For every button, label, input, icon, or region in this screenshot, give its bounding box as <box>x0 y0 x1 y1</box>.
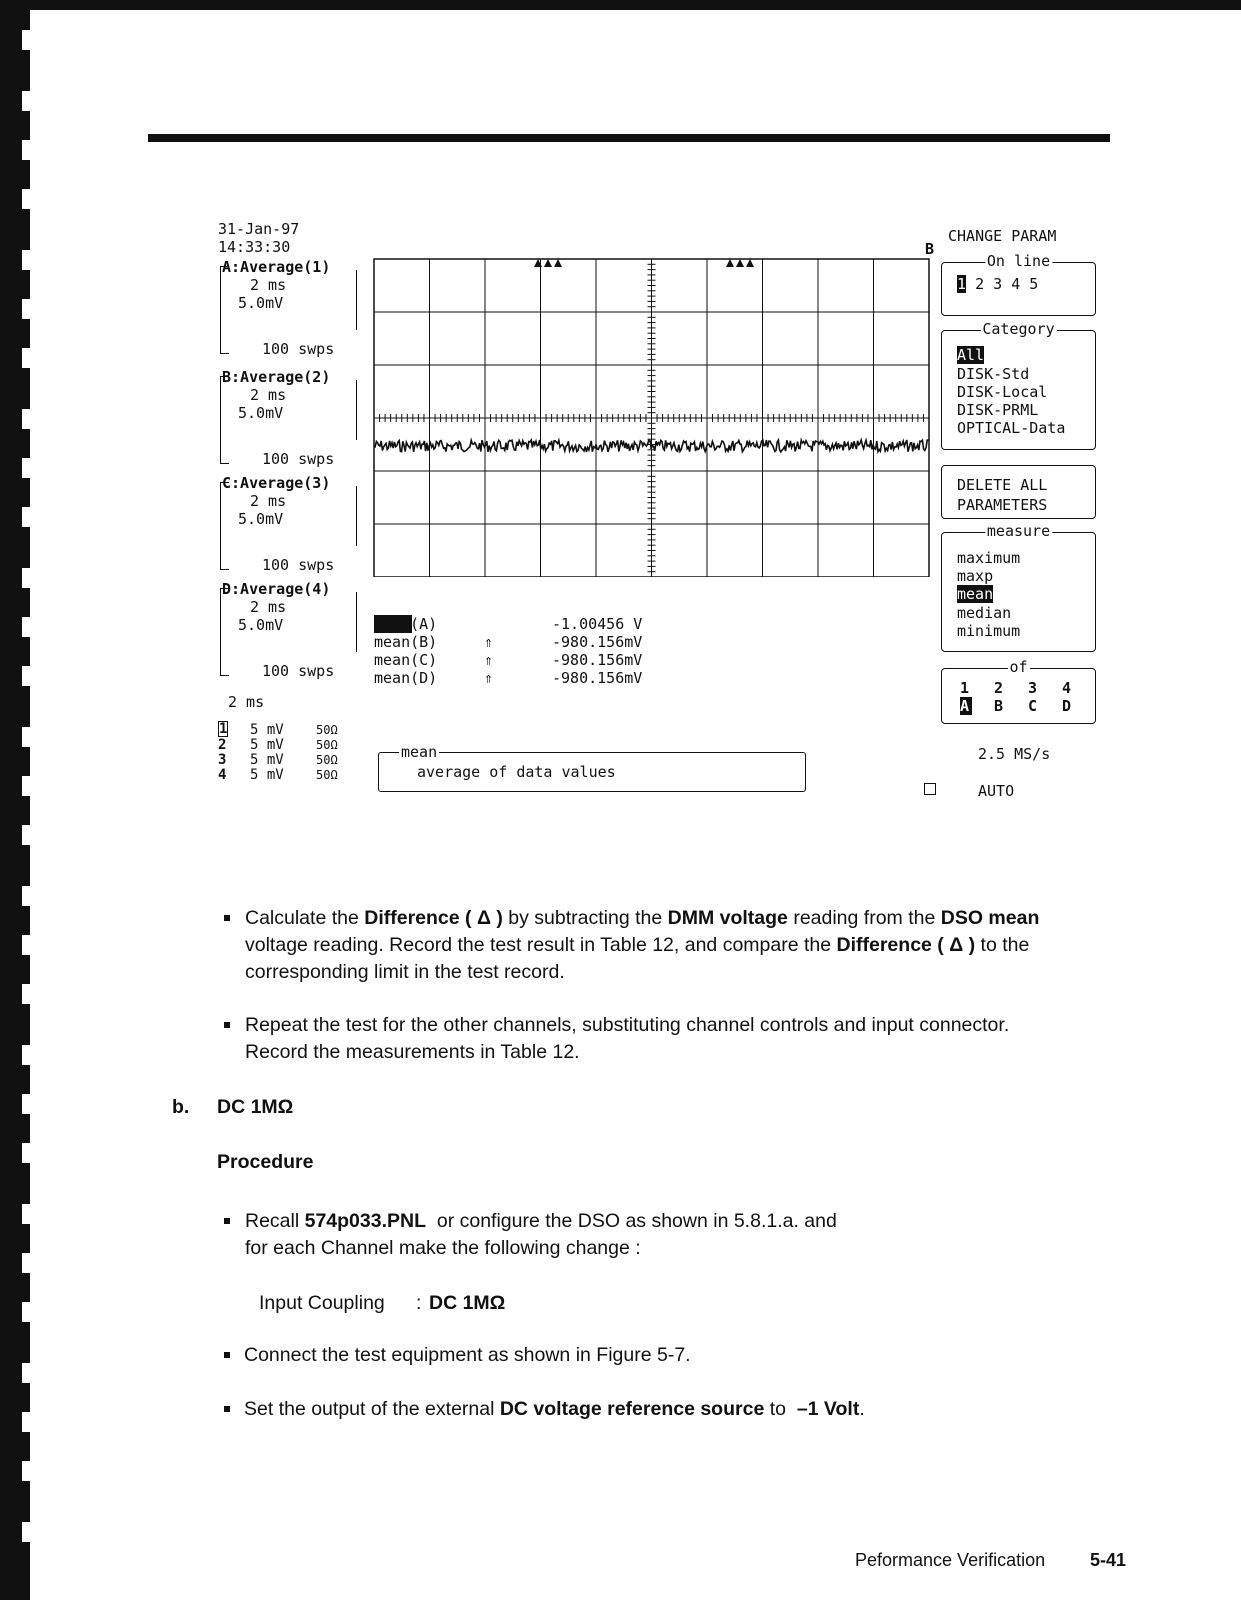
channel-sweeps: 100 swps <box>262 662 335 680</box>
term-difference: Difference ( Δ ) <box>836 934 976 956</box>
online-option[interactable]: 5 <box>1029 275 1039 293</box>
binding-notch <box>22 886 32 906</box>
binding-notch <box>22 1143 32 1163</box>
input-impedance: 50Ω <box>316 738 338 752</box>
channel-volts-per-div: 5.0mV <box>238 616 284 634</box>
coupling-value: DC 1MΩ <box>429 1292 506 1314</box>
binding-notch <box>22 1522 32 1542</box>
input-impedance: 50Ω <box>316 753 338 767</box>
footer-page-number: 5-41 <box>1090 1550 1127 1570</box>
online-option[interactable]: 2 <box>975 275 985 293</box>
category-option[interactable]: DISK-Local <box>957 383 1048 401</box>
channel-bracket-right <box>352 380 357 440</box>
channel-label: B:Average(2) <box>222 368 331 386</box>
delete-all-line1: DELETE ALL <box>957 476 1048 494</box>
input-volts: 5 mV <box>250 752 284 768</box>
input-volts: 5 mV <box>250 767 284 783</box>
text-span: . <box>859 1398 865 1420</box>
binding-notch <box>22 935 32 955</box>
text-span: Calculate the <box>245 907 365 929</box>
channel-timebase: 2 ms <box>250 492 287 510</box>
bullet-calculate-difference <box>245 905 1065 986</box>
channel-timebase: 2 ms <box>250 276 287 294</box>
category-row <box>957 383 1065 401</box>
of-letter-option[interactable]: B <box>994 697 1004 715</box>
binding-notch <box>22 1412 32 1432</box>
measure-row <box>957 622 1020 640</box>
bullet-marker <box>224 1352 230 1358</box>
measurement-value: -980.156mV <box>552 669 643 687</box>
text-span: to the corresponding limit in the test record. <box>245 934 1030 983</box>
channel-bracket <box>220 376 229 464</box>
input-channel-number: 4 <box>218 767 227 783</box>
category-legend: Category <box>982 320 1055 338</box>
text-span: voltage reading. Record the test result in Table 12, and compare the <box>245 934 837 956</box>
channel-sweeps: 100 swps <box>262 556 335 574</box>
binding-notch <box>22 1204 32 1224</box>
measure-option[interactable]: median <box>957 604 1012 622</box>
channel-bracket <box>220 482 229 570</box>
sample-rate: 2.5 MS/s <box>978 745 1051 763</box>
of-legend: of <box>1009 658 1028 676</box>
binding-notch <box>22 1363 32 1383</box>
binding-notch <box>22 1253 32 1273</box>
channel-sweeps: 100 swps <box>262 450 335 468</box>
input-channel-number: 3 <box>218 752 227 768</box>
category-row <box>957 346 1065 365</box>
binding-notch <box>22 1045 32 1065</box>
input-impedance: 50Ω <box>316 723 338 737</box>
category-row <box>957 365 1065 383</box>
measure-option[interactable]: maximum <box>957 549 1021 567</box>
channel-bracket <box>220 266 229 354</box>
channel-bracket-right <box>352 592 357 652</box>
term-dc-reference: DC voltage reference source <box>499 1398 765 1420</box>
coupling-colon: : <box>416 1292 422 1314</box>
text-span: to <box>764 1398 797 1420</box>
binding-notch <box>22 1302 32 1322</box>
bullet-recall-panel <box>245 1208 1065 1262</box>
input-channel-number: 2 <box>218 737 227 753</box>
text-span: for each Channel make the following change : <box>245 1237 641 1259</box>
cursor-marker-icon <box>554 259 562 267</box>
text-span: or configure the DSO as shown in 5.8.1.a. and <box>426 1210 837 1232</box>
category-panel[interactable] <box>941 320 1096 450</box>
measurement-value: -980.156mV <box>552 651 643 669</box>
term-difference: Difference ( Δ ) <box>364 907 503 929</box>
cursor-marker-icon <box>726 259 734 267</box>
measurement-arrow: ⇑ <box>484 669 494 687</box>
input-impedance: 50Ω <box>316 768 338 782</box>
category-option[interactable]: OPTICAL-Data <box>957 419 1066 437</box>
measure-option[interactable]: mean <box>957 585 994 603</box>
of-number-option[interactable]: 1 <box>960 679 970 697</box>
binding-notch <box>22 825 32 845</box>
binding-notch <box>22 1461 32 1481</box>
online-option[interactable]: 1 <box>957 275 967 293</box>
of-number-option[interactable]: 2 <box>994 679 1004 697</box>
input-channel-number: 1 <box>219 721 228 737</box>
text-span: Set the output of the external <box>244 1398 500 1420</box>
help-box <box>378 743 806 792</box>
measurement-value: -1.00456 V <box>552 615 643 633</box>
bullet-connect-equipment: Connect the test equipment as shown in Figure 5-7. <box>244 1344 691 1366</box>
trigger-mode: AUTO <box>978 782 1015 800</box>
scope-date: 31-Jan-97 <box>218 220 300 238</box>
measure-option[interactable]: minimum <box>957 622 1021 640</box>
channel-label: D:Average(4) <box>222 580 331 598</box>
channel-label: A:Average(1) <box>222 258 331 276</box>
online-legend: On line <box>986 252 1051 270</box>
scope-time: 14:33:30 <box>218 238 291 256</box>
category-row <box>957 401 1065 419</box>
measurement-label: mean(B) <box>374 633 438 651</box>
waveform-grid <box>370 255 930 577</box>
text-span: reading from the <box>787 907 941 929</box>
channel-volts-per-div: 5.0mV <box>238 404 284 422</box>
timebase-summary: 2 ms <box>228 693 265 711</box>
input-volts: 5 mV <box>250 722 284 738</box>
channel-volts-per-div: 5.0mV <box>238 294 284 312</box>
help-text: average of data values <box>417 763 616 781</box>
binding-notch <box>22 1094 32 1114</box>
channel-label: C:Average(3) <box>222 474 331 492</box>
section-title: DC 1MΩ <box>217 1096 294 1118</box>
channel-timebase: 2 ms <box>250 386 287 404</box>
delete-all-line2: PARAMETERS <box>957 496 1048 514</box>
category-option[interactable]: All <box>957 346 985 364</box>
cursor-marker-icon <box>544 259 552 267</box>
section-letter: b. <box>172 1096 190 1118</box>
channel-sweeps: 100 swps <box>262 340 335 358</box>
measure-row <box>957 585 1020 604</box>
measure-panel[interactable] <box>941 522 1096 652</box>
coupling-label: Input Coupling <box>259 1292 385 1314</box>
trigger-status-icon <box>924 783 936 795</box>
term-dso-mean: DSO mean <box>940 907 1040 929</box>
channel-timebase: 2 ms <box>250 598 287 616</box>
procedure-heading: Procedure <box>217 1151 314 1173</box>
term-voltage-value: –1 Volt <box>796 1398 860 1420</box>
of-panel[interactable] <box>941 658 1096 724</box>
online-option[interactable]: 3 <box>993 275 1003 293</box>
measure-row <box>957 604 1020 622</box>
of-letter-row <box>960 697 1090 715</box>
measurement-arrow: ⇑ <box>484 651 494 669</box>
binding-notch <box>22 984 32 1004</box>
of-number-row <box>960 679 1090 697</box>
of-letter-option[interactable]: C <box>1028 697 1038 715</box>
of-number-option[interactable]: 4 <box>1062 679 1072 697</box>
help-title: mean <box>401 743 438 761</box>
menu-title: CHANGE PARAM <box>948 227 1057 245</box>
cursor-marker-icon <box>746 259 754 267</box>
text-span: Recall <box>245 1210 305 1232</box>
measurement-label: mean(C) <box>374 651 438 669</box>
of-letter-option[interactable]: A <box>960 697 972 715</box>
channel-bracket-right <box>352 486 357 546</box>
measure-row <box>957 549 1020 567</box>
online-panel[interactable] <box>941 252 1096 316</box>
measurement-value: -980.156mV <box>552 633 643 651</box>
channel-volts-per-div: 5.0mV <box>238 510 284 528</box>
bullet-marker <box>224 1406 230 1412</box>
category-row <box>957 419 1065 437</box>
measurement-label: mean(D) <box>374 669 438 687</box>
delete-all-button[interactable] <box>941 465 1096 519</box>
trigger-marker: B <box>925 240 935 258</box>
measure-row <box>957 567 1020 585</box>
of-letter-option[interactable]: D <box>1062 697 1072 715</box>
online-option[interactable]: 4 <box>1011 275 1021 293</box>
bullet-repeat-test: Repeat the test for the other channels, substituting channel controls and input connector. Record the measurements in Table 12. <box>245 1014 1010 1063</box>
category-option[interactable]: DISK-Std <box>957 365 1030 383</box>
panel-file-name: 574p033.PNL <box>304 1210 427 1232</box>
bullet-marker <box>224 1022 230 1028</box>
bullet-marker <box>224 915 230 921</box>
cursor-marker-icon <box>736 259 744 267</box>
measure-legend: measure <box>986 522 1051 540</box>
channel-bracket-right <box>352 270 357 330</box>
measurement-label: mean(A) <box>374 615 438 633</box>
term-dmm-voltage: DMM voltage <box>667 907 788 929</box>
channel-bracket <box>220 588 229 676</box>
bullet-set-output <box>244 1396 865 1423</box>
measure-option[interactable]: maxp <box>957 567 994 585</box>
measurement-arrow: ⇑ <box>484 633 494 651</box>
bullet-marker <box>224 1218 230 1224</box>
input-volts: 5 mV <box>250 737 284 753</box>
footer-title: Peformance Verification <box>855 1550 1046 1570</box>
text-span: by subtracting the <box>502 907 668 929</box>
category-option[interactable]: DISK-PRML <box>957 401 1039 419</box>
of-number-option[interactable]: 3 <box>1028 679 1038 697</box>
